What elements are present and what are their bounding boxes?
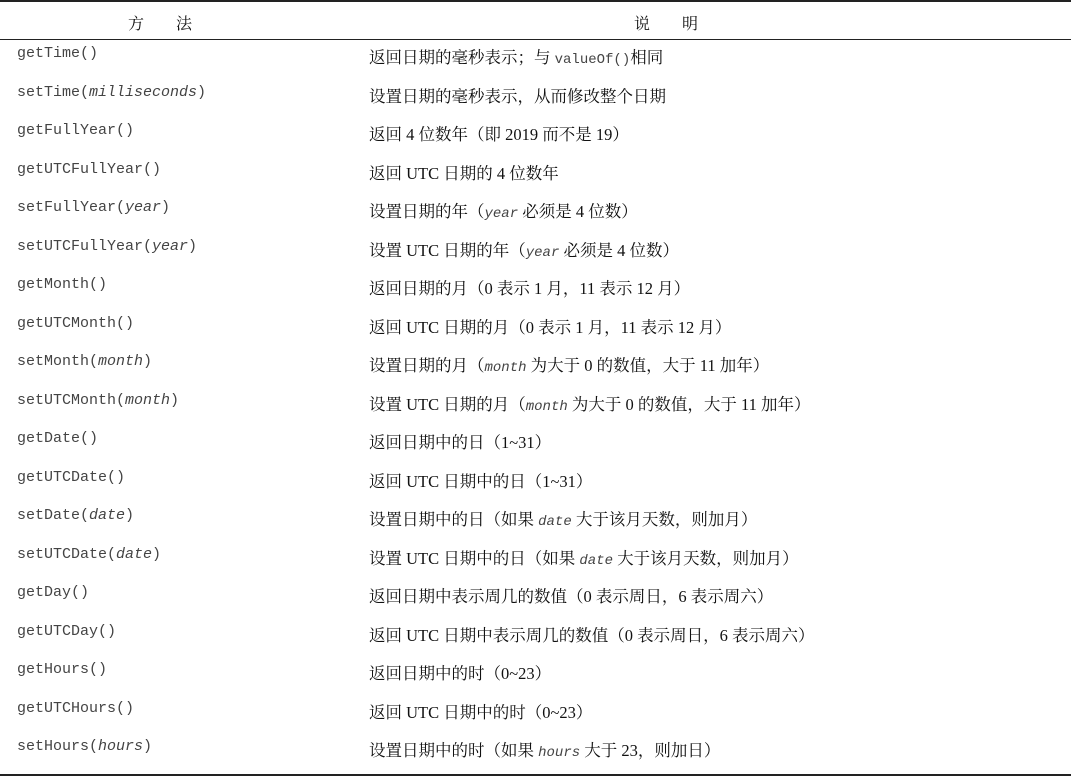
method-cell xyxy=(17,122,134,139)
method-name: getUTCMonth() xyxy=(17,314,135,332)
description-cell xyxy=(369,83,666,107)
description-text: 设置日期的月（ xyxy=(369,356,485,375)
method-name: ) xyxy=(197,83,207,101)
method-name: setUTCMonth( xyxy=(17,391,126,409)
method-cell xyxy=(17,276,107,293)
method-name: getUTCDay() xyxy=(17,622,117,640)
method-cell xyxy=(17,507,134,524)
description-cell xyxy=(369,275,690,299)
method-cell xyxy=(17,199,170,216)
header-description: 说 明 xyxy=(634,14,699,33)
description-cell xyxy=(369,237,679,261)
method-name: setTime( xyxy=(17,83,90,101)
method-name: getDate() xyxy=(17,430,99,447)
param-ref: date xyxy=(579,552,613,569)
method-name: getUTCHours() xyxy=(17,699,135,717)
description-text: 返回 UTC 日期中的时（0~23） xyxy=(369,702,593,722)
description-cell xyxy=(369,160,559,184)
table-row xyxy=(0,81,1071,120)
description-text: 返回 4 位数年（即 2019 而不是 19） xyxy=(369,125,629,144)
description-text: 返回 UTC 日期中的日（1~31） xyxy=(369,471,593,491)
method-cell xyxy=(17,661,107,678)
table-row xyxy=(0,543,1071,582)
table-row xyxy=(0,427,1071,466)
method-param: date xyxy=(116,545,153,563)
table-row xyxy=(0,273,1071,312)
method-param: hours xyxy=(98,738,144,755)
method-cell xyxy=(17,546,161,563)
method-name: ) xyxy=(170,391,180,409)
table-row xyxy=(0,119,1071,158)
description-text: 返回日期的月（0 表示 1 月，11 表示 12 月） xyxy=(369,279,691,298)
table-row xyxy=(0,350,1071,389)
method-cell xyxy=(17,469,125,486)
method-cell xyxy=(17,623,116,640)
description-cell xyxy=(369,660,551,684)
description-text: 返回日期中的日（1~31） xyxy=(369,433,552,452)
method-cell xyxy=(17,315,134,332)
table-row xyxy=(0,658,1071,697)
method-name: getHours() xyxy=(17,661,108,678)
table-header xyxy=(0,2,1071,40)
description-text: 设置日期中的时（如果 xyxy=(369,741,539,760)
method-param: date xyxy=(89,507,126,524)
method-cell xyxy=(17,430,98,447)
table-row xyxy=(0,504,1071,543)
table-row xyxy=(0,389,1071,428)
description-cell xyxy=(369,506,757,530)
description-text: 设置日期的毫秒表示，从而修改整个日期 xyxy=(369,86,666,106)
description-cell xyxy=(369,198,638,222)
method-param: month xyxy=(125,391,171,409)
param-ref: year xyxy=(484,206,519,222)
table-row xyxy=(0,466,1071,505)
method-cell xyxy=(17,238,197,255)
param-ref: hours xyxy=(538,745,581,761)
description-cell xyxy=(369,545,799,569)
header-method: 方 法 xyxy=(128,14,193,33)
description-text: 返回 UTC 日期中表示周几的数值（0 表示周日，6 表示周六） xyxy=(369,625,815,645)
method-name: getUTCFullYear() xyxy=(17,160,162,178)
method-name: getFullYear() xyxy=(17,122,135,139)
code-ref: valueOf() xyxy=(554,52,631,68)
method-name: setFullYear( xyxy=(17,199,126,216)
description-cell xyxy=(369,314,731,338)
param-ref: year xyxy=(525,244,560,261)
description-cell xyxy=(369,391,811,415)
description-text: 设置日期的年（ xyxy=(369,202,485,221)
method-cell xyxy=(17,738,152,755)
description-cell xyxy=(369,737,720,761)
method-name: setUTCFullYear( xyxy=(17,237,153,255)
method-name: ) xyxy=(161,199,171,216)
method-name: setHours( xyxy=(17,738,99,755)
description-cell xyxy=(369,352,769,376)
description-text: 设置 UTC 日期的年（ xyxy=(369,240,526,260)
description-text: 返回日期中的时（0~23） xyxy=(369,664,552,683)
table-row xyxy=(0,158,1071,197)
table-row xyxy=(0,235,1071,274)
param-ref: date xyxy=(538,514,572,530)
description-text: 大于 23，则加日） xyxy=(580,741,721,760)
description-text: 返回 UTC 日期的 4 位数年 xyxy=(369,163,559,183)
method-name: getMonth() xyxy=(17,276,108,293)
method-param: milliseconds xyxy=(89,83,198,101)
method-name: getTime() xyxy=(17,45,99,62)
param-ref: month xyxy=(525,398,568,415)
method-name: ) xyxy=(188,237,198,255)
description-cell xyxy=(369,468,592,492)
description-cell xyxy=(369,121,629,145)
description-text: 设置 UTC 日期中的日（如果 xyxy=(369,548,580,568)
method-name: setMonth( xyxy=(17,353,99,370)
method-cell xyxy=(17,45,98,62)
description-cell xyxy=(369,699,592,723)
table-row xyxy=(0,196,1071,235)
table-row xyxy=(0,312,1071,351)
description-text: 设置日期中的日（如果 xyxy=(369,510,539,529)
description-text: 大于该月天数，则加月） xyxy=(612,548,799,568)
method-cell xyxy=(17,700,134,717)
description-cell xyxy=(369,429,551,453)
method-name: setUTCDate( xyxy=(17,545,117,563)
description-text: 必须是 4 位数） xyxy=(559,240,679,260)
method-name: ) xyxy=(125,507,135,524)
method-name: ) xyxy=(143,353,153,370)
description-text: 为大于 0 的数值，大于 11 加年） xyxy=(567,394,811,414)
description-text: 大于该月天数，则加月） xyxy=(571,510,758,529)
description-cell xyxy=(369,44,663,68)
description-text: 为大于 0 的数值，大于 11 加年） xyxy=(526,356,770,375)
description-text: 返回日期的毫秒表示；与 xyxy=(369,48,555,67)
method-name: ) xyxy=(143,738,153,755)
description-text: 返回 UTC 日期的月（0 表示 1 月，11 表示 12 月） xyxy=(369,317,732,337)
method-cell xyxy=(17,353,152,370)
method-name: setDate( xyxy=(17,507,90,524)
method-cell xyxy=(17,584,89,601)
table-row xyxy=(0,42,1071,81)
method-name: ) xyxy=(152,545,162,563)
method-name: getDay() xyxy=(17,584,90,601)
description-text: 必须是 4 位数） xyxy=(518,202,638,221)
description-cell xyxy=(369,622,815,646)
table-row xyxy=(0,620,1071,659)
description-text: 设置 UTC 日期的月（ xyxy=(369,394,526,414)
method-param: year xyxy=(125,199,162,216)
method-cell xyxy=(17,161,161,178)
table-row xyxy=(0,735,1071,774)
table-row xyxy=(0,581,1071,620)
method-param: month xyxy=(98,353,144,370)
description-cell xyxy=(369,583,773,607)
table-row xyxy=(0,697,1071,736)
description-text: 返回日期中表示周几的数值（0 表示周日，6 表示周六） xyxy=(369,587,774,606)
method-cell xyxy=(17,84,206,101)
table-body xyxy=(0,40,1071,774)
param-ref: month xyxy=(484,360,527,376)
method-cell xyxy=(17,392,179,409)
method-param: year xyxy=(152,237,189,255)
method-name: getUTCDate() xyxy=(17,468,126,486)
description-text: 相同 xyxy=(630,48,664,67)
